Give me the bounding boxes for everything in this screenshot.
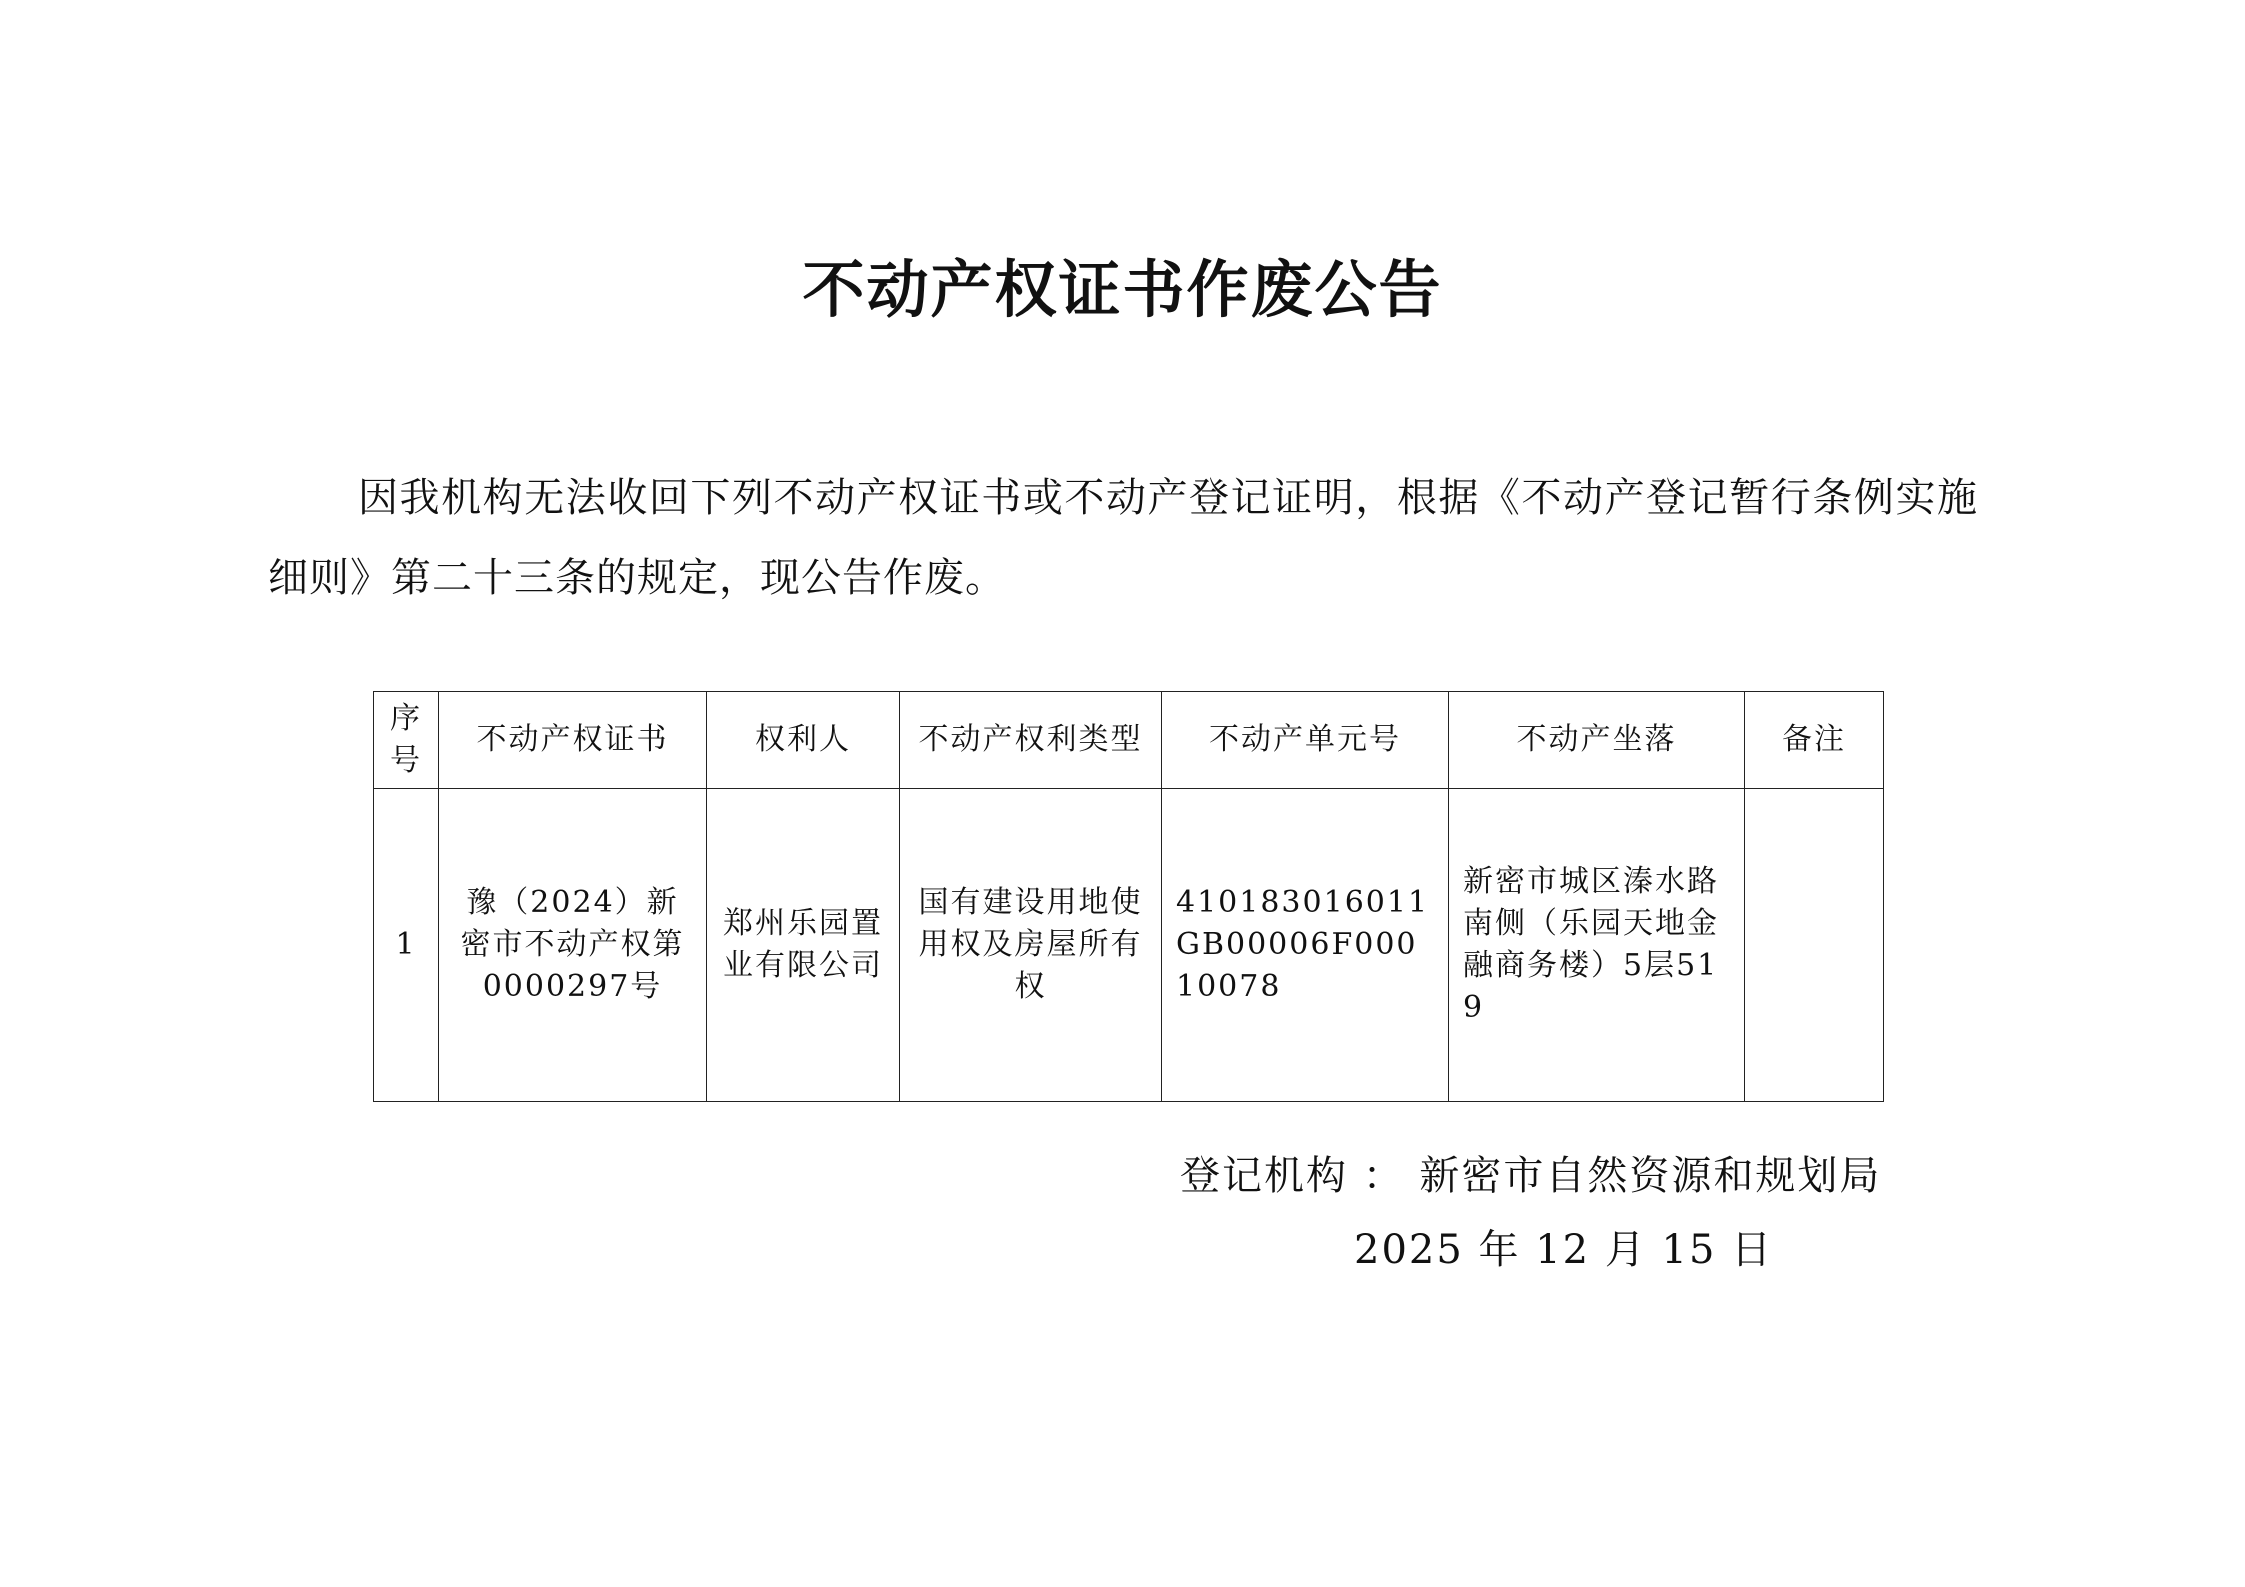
- column-header-unit-number: 不动产单元号: [1162, 692, 1449, 789]
- notice-date: 2025 年 12 月 15 日: [1354, 1227, 1774, 1273]
- column-header-holder: 权利人: [707, 692, 900, 789]
- column-header-remark: 备注: [1745, 692, 1884, 789]
- cell-remark: [1745, 789, 1884, 1102]
- cell-right-type: 国有建设用地使用权及房屋所有权: [900, 789, 1162, 1102]
- table-header-row: [374, 692, 1884, 789]
- column-header-location: 不动产坐落: [1449, 692, 1745, 789]
- cell-index: 1: [374, 789, 439, 1102]
- document-title: 不动产权证书作废公告: [802, 253, 1443, 326]
- table-row: [374, 789, 1884, 1102]
- cell-certificate: 豫（2024）新密市不动产权第0000297号: [439, 789, 707, 1102]
- cancellation-table: [373, 691, 1884, 1102]
- column-header-right-type: 不动产权利类型: [900, 692, 1162, 789]
- cell-holder: 郑州乐园置业有限公司: [707, 789, 900, 1102]
- cell-location: 新密市城区溱水路南侧（乐园天地金融商务楼）5层519: [1449, 789, 1745, 1102]
- column-header-certificate: 不动产权证书: [439, 692, 707, 789]
- notice-body: 因我机构无法收回下列不动产权证书或不动产登记证明，根据《不动产登记暂行条例实施细则》第二十三条的规定，现公告作废。: [268, 475, 1978, 601]
- cell-unit-number: 410183016011GB00006F00010078: [1162, 789, 1449, 1102]
- issuing-authority: 登记机构 ： 新密市自然资源和规划局: [1180, 1153, 1882, 1199]
- column-header-index: 序号: [374, 692, 439, 789]
